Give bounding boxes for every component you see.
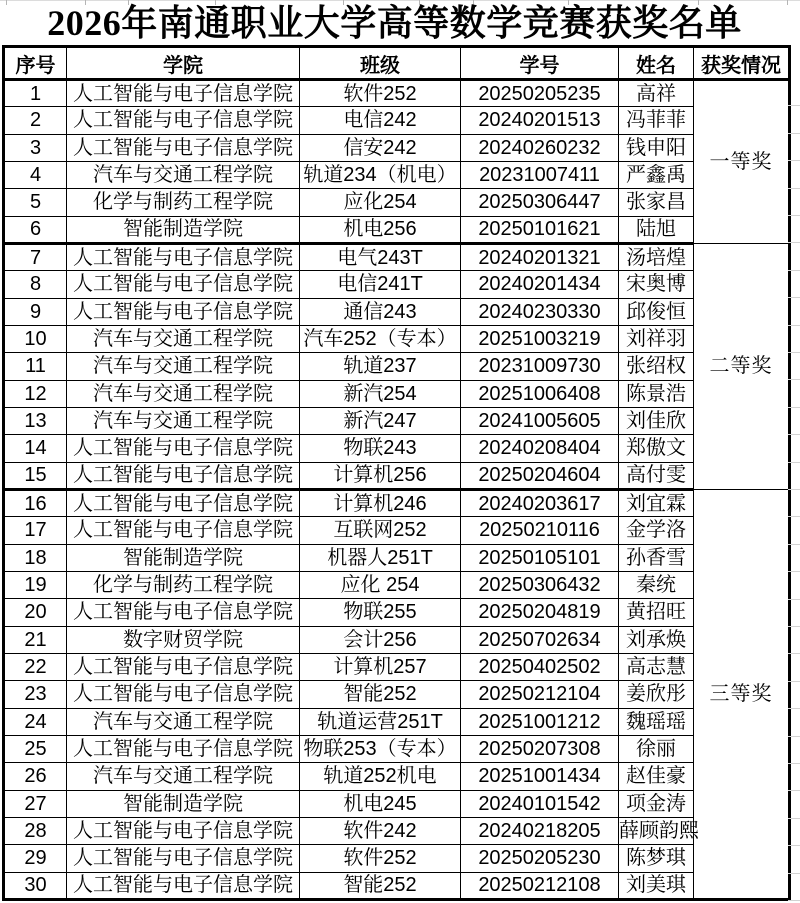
row-number: 13 bbox=[4, 407, 67, 434]
class-label: 软件252 bbox=[343, 847, 417, 870]
gridline-tick bbox=[788, 297, 800, 298]
name-cell: 汤培煌 bbox=[619, 243, 694, 270]
name-cell: 宋奥博 bbox=[619, 271, 694, 298]
name-cell: 高付雯 bbox=[619, 462, 694, 489]
gridline-tick bbox=[788, 790, 800, 791]
gridline-tick bbox=[788, 407, 800, 408]
class-label: 新汽254 bbox=[343, 382, 417, 405]
student-id-cell: 20250105101 bbox=[461, 544, 619, 571]
class-label: 软件242 bbox=[343, 820, 417, 843]
gridline-tick bbox=[788, 325, 800, 326]
class-label: 通信243 bbox=[343, 300, 417, 323]
gridline-tick bbox=[788, 818, 800, 819]
name-cell: 魏瑶瑶 bbox=[619, 708, 694, 735]
student-id-cell: 20231007411 bbox=[461, 161, 619, 188]
class-label: 电信241T bbox=[337, 273, 423, 296]
gridline-tick bbox=[788, 653, 800, 654]
name-cell: 陆旭 bbox=[619, 216, 694, 243]
class-cell bbox=[300, 489, 461, 516]
class-cell bbox=[300, 80, 461, 107]
name-cell: 姜欣彤 bbox=[619, 681, 694, 708]
class-label: 电气243T bbox=[337, 246, 423, 269]
class-label: 机电256 bbox=[343, 218, 417, 241]
table-row bbox=[4, 134, 790, 161]
class-label: 轨道252机电 bbox=[323, 765, 437, 788]
name-cell: 刘宜霖 bbox=[619, 489, 694, 516]
class-label: 物联243 bbox=[343, 437, 417, 460]
table-row bbox=[4, 626, 790, 653]
class-cell bbox=[300, 735, 461, 762]
college-cell: 人工智能与电子信息学院 bbox=[67, 653, 300, 680]
college-cell: 汽车与交通工程学院 bbox=[67, 708, 300, 735]
gridline-tick bbox=[788, 763, 800, 764]
class-label: 应化254 bbox=[343, 191, 417, 214]
row-number: 7 bbox=[4, 243, 67, 270]
row-number: 1 bbox=[4, 80, 67, 107]
student-id-cell: 20251001434 bbox=[461, 763, 619, 790]
name-cell: 钱申阳 bbox=[619, 134, 694, 161]
table-row bbox=[4, 435, 790, 462]
gridline-tick bbox=[788, 188, 800, 189]
class-cell bbox=[300, 790, 461, 817]
name-cell: 赵佳豪 bbox=[619, 763, 694, 790]
name-cell: 项金涛 bbox=[619, 790, 694, 817]
table-row bbox=[4, 653, 790, 680]
student-id-cell: 20240201321 bbox=[461, 243, 619, 270]
gridline-tick bbox=[788, 379, 800, 380]
table-row bbox=[4, 735, 790, 762]
college-cell: 汽车与交通工程学院 bbox=[67, 353, 300, 380]
table-row bbox=[4, 790, 790, 817]
gridline-tick bbox=[788, 133, 800, 134]
class-cell bbox=[300, 435, 461, 462]
row-number: 8 bbox=[4, 271, 67, 298]
table-row bbox=[4, 380, 790, 407]
college-cell: 人工智能与电子信息学院 bbox=[67, 298, 300, 325]
class-cell bbox=[300, 380, 461, 407]
name-cell: 孙香雪 bbox=[619, 544, 694, 571]
gridline-tick bbox=[788, 270, 800, 271]
row-number: 19 bbox=[4, 571, 67, 598]
table-row bbox=[4, 817, 790, 844]
class-label: 互联网252 bbox=[333, 519, 427, 542]
college-cell: 汽车与交通工程学院 bbox=[67, 763, 300, 790]
class-cell bbox=[300, 653, 461, 680]
class-label: 电信242 bbox=[343, 109, 417, 132]
name-cell: 冯菲菲 bbox=[619, 107, 694, 134]
class-cell bbox=[300, 599, 461, 626]
student-id-cell: 20240201513 bbox=[461, 107, 619, 134]
row-number: 9 bbox=[4, 298, 67, 325]
table-row bbox=[4, 708, 790, 735]
class-label: 计算机257 bbox=[333, 656, 427, 679]
award-cell: 一等奖 bbox=[694, 80, 790, 244]
name-cell: 高祥 bbox=[619, 80, 694, 107]
gridline-tick bbox=[788, 873, 800, 874]
college-cell: 人工智能与电子信息学院 bbox=[67, 817, 300, 844]
gridline-tick bbox=[787, 0, 788, 5]
table-row bbox=[4, 243, 790, 270]
column-header-class: 班级 bbox=[300, 47, 461, 80]
table-row bbox=[4, 325, 790, 352]
row-number: 11 bbox=[4, 353, 67, 380]
class-cell bbox=[300, 134, 461, 161]
student-id-cell: 20240230330 bbox=[461, 298, 619, 325]
class-cell bbox=[300, 107, 461, 134]
gridline-tick bbox=[788, 626, 800, 627]
class-label: 信安242 bbox=[343, 136, 417, 159]
gridline-tick bbox=[788, 599, 800, 600]
student-id-cell: 20250210116 bbox=[461, 517, 619, 544]
student-id-cell: 20250204604 bbox=[461, 462, 619, 489]
row-number: 18 bbox=[4, 544, 67, 571]
table-row bbox=[4, 517, 790, 544]
class-label: 会计256 bbox=[343, 628, 417, 651]
college-cell: 人工智能与电子信息学院 bbox=[67, 435, 300, 462]
class-label: 新汽247 bbox=[343, 410, 417, 433]
student-id-cell: 20240208404 bbox=[461, 435, 619, 462]
college-cell: 智能制造学院 bbox=[67, 790, 300, 817]
name-cell: 薛顾韵熙 bbox=[619, 817, 694, 844]
student-id-cell: 20251001212 bbox=[461, 708, 619, 735]
page-title: 2026年南通职业大学高等数学竞赛获奖名单 bbox=[47, 3, 742, 43]
table-row bbox=[4, 681, 790, 708]
class-label: 软件252 bbox=[343, 82, 417, 105]
student-id-cell: 20250212108 bbox=[461, 872, 619, 899]
name-cell: 陈梦琪 bbox=[619, 845, 694, 872]
name-cell: 徐丽 bbox=[619, 735, 694, 762]
class-cell bbox=[300, 763, 461, 790]
gridline-tick bbox=[788, 242, 800, 243]
award-cell: 二等奖 bbox=[694, 243, 790, 489]
name-cell: 郑傲文 bbox=[619, 435, 694, 462]
student-id-cell: 20251006408 bbox=[461, 380, 619, 407]
column-header-name: 姓名 bbox=[619, 47, 694, 80]
table-body bbox=[4, 80, 790, 900]
class-cell bbox=[300, 298, 461, 325]
class-label: 智能252 bbox=[343, 683, 417, 706]
class-label: 轨道237 bbox=[343, 355, 417, 378]
student-id-cell: 20250212104 bbox=[461, 681, 619, 708]
class-cell bbox=[300, 462, 461, 489]
row-number: 2 bbox=[4, 107, 67, 134]
student-id-cell: 20240201434 bbox=[461, 271, 619, 298]
student-id-cell: 20250101621 bbox=[461, 216, 619, 243]
college-cell: 人工智能与电子信息学院 bbox=[67, 872, 300, 899]
class-cell bbox=[300, 353, 461, 380]
column-header-college: 学院 bbox=[67, 47, 300, 80]
class-cell bbox=[300, 845, 461, 872]
table-row bbox=[4, 599, 790, 626]
gridline-tick bbox=[788, 105, 800, 106]
college-cell: 人工智能与电子信息学院 bbox=[67, 681, 300, 708]
table-row bbox=[4, 763, 790, 790]
row-number: 15 bbox=[4, 462, 67, 489]
college-cell: 人工智能与电子信息学院 bbox=[67, 845, 300, 872]
college-cell: 人工智能与电子信息学院 bbox=[67, 107, 300, 134]
table-row bbox=[4, 216, 790, 243]
name-cell: 严鑫禹 bbox=[619, 161, 694, 188]
row-number: 25 bbox=[4, 735, 67, 762]
class-cell bbox=[300, 626, 461, 653]
table-row bbox=[4, 161, 790, 188]
row-number: 6 bbox=[4, 216, 67, 243]
table-row bbox=[4, 80, 790, 107]
college-cell: 化学与制药工程学院 bbox=[67, 189, 300, 216]
class-label: 汽车252（专本） bbox=[303, 328, 457, 351]
class-label: 计算机256 bbox=[333, 464, 427, 487]
name-cell: 刘祥羽 bbox=[619, 325, 694, 352]
class-label: 轨道运营251T bbox=[317, 710, 443, 733]
college-cell: 智能制造学院 bbox=[67, 216, 300, 243]
table-row bbox=[4, 571, 790, 598]
college-cell: 人工智能与电子信息学院 bbox=[67, 489, 300, 516]
header-row bbox=[4, 47, 790, 80]
gridline-tick bbox=[788, 571, 800, 572]
row-number: 29 bbox=[4, 845, 67, 872]
name-cell: 张家昌 bbox=[619, 189, 694, 216]
college-cell: 人工智能与电子信息学院 bbox=[67, 80, 300, 107]
gridline-tick bbox=[788, 489, 800, 490]
row-number: 21 bbox=[4, 626, 67, 653]
row-number: 4 bbox=[4, 161, 67, 188]
college-cell: 人工智能与电子信息学院 bbox=[67, 134, 300, 161]
row-number: 14 bbox=[4, 435, 67, 462]
row-number: 24 bbox=[4, 708, 67, 735]
college-cell: 人工智能与电子信息学院 bbox=[67, 243, 300, 270]
class-cell bbox=[300, 243, 461, 270]
table-row bbox=[4, 107, 790, 134]
gridline-tick bbox=[788, 544, 800, 545]
college-cell: 人工智能与电子信息学院 bbox=[67, 517, 300, 544]
college-cell: 人工智能与电子信息学院 bbox=[67, 599, 300, 626]
gridline-tick bbox=[788, 516, 800, 517]
college-cell: 智能制造学院 bbox=[67, 544, 300, 571]
table-row bbox=[4, 462, 790, 489]
student-id-cell: 20250207308 bbox=[461, 735, 619, 762]
college-cell: 化学与制药工程学院 bbox=[67, 571, 300, 598]
class-label: 应化 254 bbox=[340, 574, 420, 597]
name-cell: 刘承焕 bbox=[619, 626, 694, 653]
class-label: 机电245 bbox=[343, 792, 417, 815]
gridline-tick bbox=[788, 462, 800, 463]
row-number: 26 bbox=[4, 763, 67, 790]
class-cell bbox=[300, 681, 461, 708]
sheet-gridline-top bbox=[0, 0, 800, 1]
awards-table bbox=[2, 45, 791, 901]
class-cell bbox=[300, 271, 461, 298]
college-cell: 数字财贸学院 bbox=[67, 626, 300, 653]
table-row bbox=[4, 298, 790, 325]
table-row bbox=[4, 189, 790, 216]
student-id-cell: 20240218205 bbox=[461, 817, 619, 844]
class-cell bbox=[300, 407, 461, 434]
student-id-cell: 20231009730 bbox=[461, 353, 619, 380]
row-number: 23 bbox=[4, 681, 67, 708]
row-number: 12 bbox=[4, 380, 67, 407]
student-id-cell: 20250204819 bbox=[461, 599, 619, 626]
college-cell: 汽车与交通工程学院 bbox=[67, 325, 300, 352]
college-cell: 汽车与交通工程学院 bbox=[67, 380, 300, 407]
college-cell: 人工智能与电子信息学院 bbox=[67, 735, 300, 762]
table-row bbox=[4, 407, 790, 434]
class-cell bbox=[300, 517, 461, 544]
class-label: 物联253（专本） bbox=[303, 738, 457, 761]
college-cell: 人工智能与电子信息学院 bbox=[67, 462, 300, 489]
row-number: 20 bbox=[4, 599, 67, 626]
class-cell bbox=[300, 544, 461, 571]
table-row bbox=[4, 489, 790, 516]
class-cell bbox=[300, 189, 461, 216]
gridline-tick bbox=[788, 681, 800, 682]
student-id-cell: 20240203617 bbox=[461, 489, 619, 516]
name-cell: 邱俊恒 bbox=[619, 298, 694, 325]
row-number: 17 bbox=[4, 517, 67, 544]
student-id-cell: 20250306432 bbox=[461, 571, 619, 598]
student-id-cell: 20250702634 bbox=[461, 626, 619, 653]
gridline-tick bbox=[788, 708, 800, 709]
row-number: 30 bbox=[4, 872, 67, 899]
gridline-tick bbox=[788, 352, 800, 353]
name-cell: 黄招旺 bbox=[619, 599, 694, 626]
gridline-tick bbox=[788, 434, 800, 435]
row-number: 27 bbox=[4, 790, 67, 817]
name-cell: 刘美琪 bbox=[619, 872, 694, 899]
class-cell bbox=[300, 817, 461, 844]
table-row bbox=[4, 544, 790, 571]
column-header-award: 获奖情况 bbox=[694, 47, 790, 80]
name-cell: 张绍权 bbox=[619, 353, 694, 380]
class-cell bbox=[300, 161, 461, 188]
row-number: 5 bbox=[4, 189, 67, 216]
student-id-cell: 20250402502 bbox=[461, 653, 619, 680]
class-cell bbox=[300, 216, 461, 243]
class-label: 机器人251T bbox=[327, 546, 433, 569]
college-cell: 汽车与交通工程学院 bbox=[67, 161, 300, 188]
award-cell: 三等奖 bbox=[694, 489, 790, 899]
college-cell: 人工智能与电子信息学院 bbox=[67, 271, 300, 298]
name-cell: 秦统 bbox=[619, 571, 694, 598]
student-id-cell: 20251003219 bbox=[461, 325, 619, 352]
class-label: 智能252 bbox=[343, 874, 417, 897]
name-cell: 陈景浩 bbox=[619, 380, 694, 407]
student-id-cell: 20241005605 bbox=[461, 407, 619, 434]
row-number: 16 bbox=[4, 489, 67, 516]
table-row bbox=[4, 271, 790, 298]
class-label: 轨道234（机电） bbox=[303, 164, 457, 187]
name-cell: 金学洛 bbox=[619, 517, 694, 544]
class-cell bbox=[300, 571, 461, 598]
table-row bbox=[4, 353, 790, 380]
column-header-no: 序号 bbox=[4, 47, 67, 80]
class-cell bbox=[300, 325, 461, 352]
student-id-cell: 20250205235 bbox=[461, 80, 619, 107]
class-cell bbox=[300, 708, 461, 735]
table-row bbox=[4, 872, 790, 899]
student-id-cell: 20250306447 bbox=[461, 189, 619, 216]
column-header-id: 学号 bbox=[461, 47, 619, 80]
student-id-cell: 20250205230 bbox=[461, 845, 619, 872]
row-number: 10 bbox=[4, 325, 67, 352]
name-cell: 高志慧 bbox=[619, 653, 694, 680]
class-label: 计算机246 bbox=[333, 492, 427, 515]
gridline-tick bbox=[788, 736, 800, 737]
row-number: 22 bbox=[4, 653, 67, 680]
row-number: 3 bbox=[4, 134, 67, 161]
student-id-cell: 20240101542 bbox=[461, 790, 619, 817]
name-cell: 刘佳欣 bbox=[619, 407, 694, 434]
row-number: 28 bbox=[4, 817, 67, 844]
class-cell bbox=[300, 872, 461, 899]
student-id-cell: 20240260232 bbox=[461, 134, 619, 161]
college-cell: 汽车与交通工程学院 bbox=[67, 407, 300, 434]
gridline-tick bbox=[788, 900, 800, 901]
class-label: 物联255 bbox=[343, 601, 417, 624]
gridline-tick bbox=[788, 845, 800, 846]
table-row bbox=[4, 845, 790, 872]
gridline-tick bbox=[788, 160, 800, 161]
gridline-tick bbox=[788, 215, 800, 216]
